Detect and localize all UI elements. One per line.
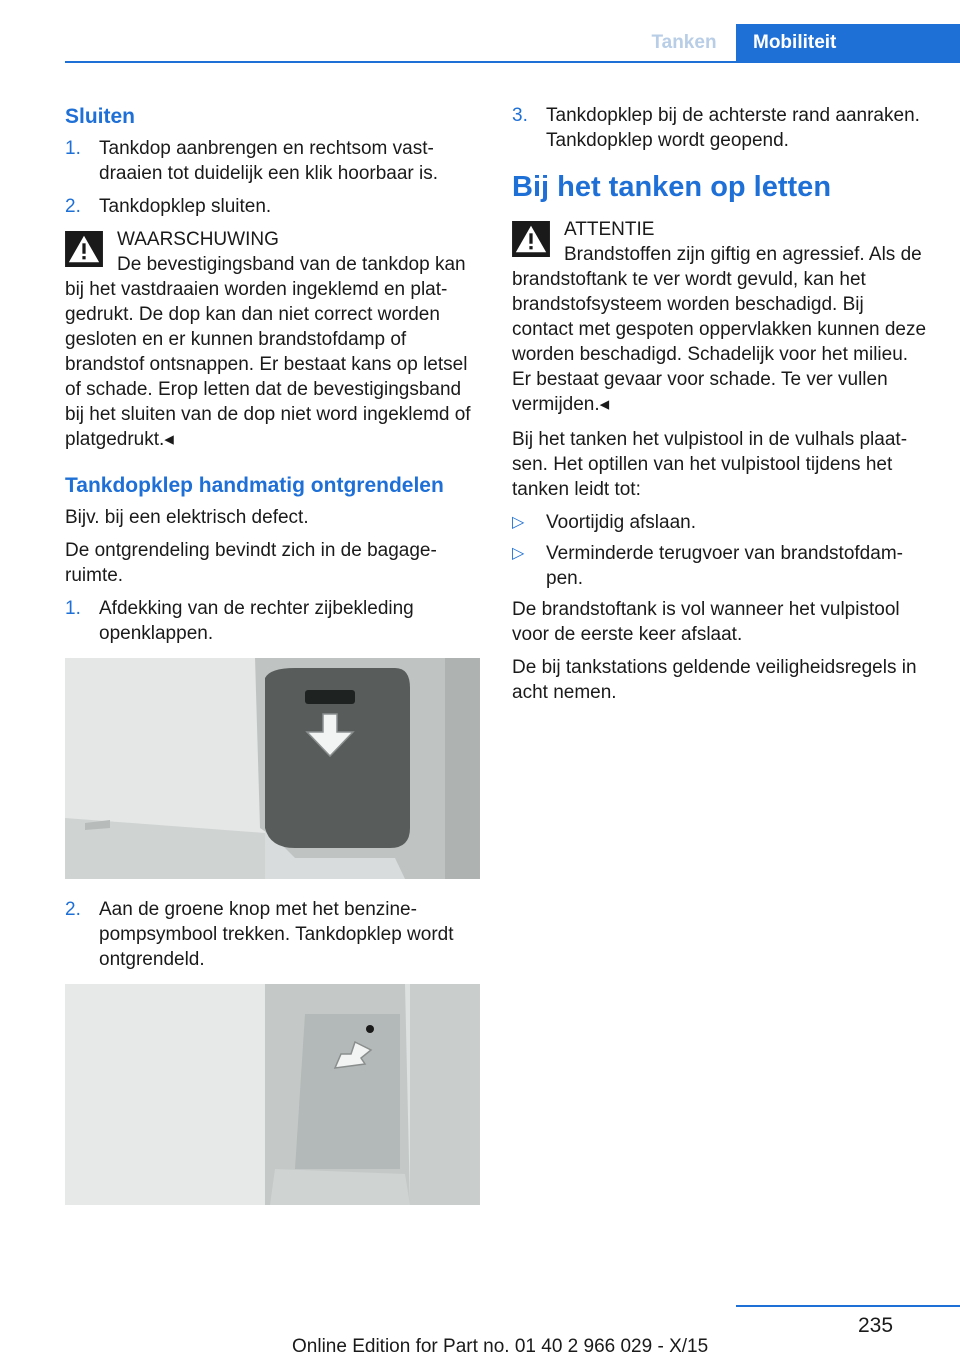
warning-triangle-icon [65,231,103,267]
edition-note: Online Edition for Part no. 01 40 2 966 029 - X/15 [292,1336,709,1357]
list-number: 1. [65,138,81,159]
paragraph: Bijv. bij een elektrisch defect. [65,507,309,528]
sluiten-heading: Sluiten [65,105,136,128]
tanken-heading: Bij het tanken op letten [512,171,832,203]
list-item [65,194,480,219]
list-item [512,103,927,153]
right-column [512,103,927,713]
attention-block [512,217,927,417]
warning-text: De bevestigingsband van de tankdop kan bij het vastdraaien worden ingeklemd en platgedrukt. De dop kan dan niet correct worden gesloten en er kunnen brandstofdamp of brandstof ontsnappen. Er bestaat kans op letsel of schade. Erop letten dat de bevestigingsband bij het sluiten van de dop niet word ingeklemd of platgedrukt.◂ [65,254,471,450]
list-item [512,541,927,591]
green-release-button-photo [65,984,480,1205]
bullet-triangle-icon: ▷ [512,545,525,562]
left-column [65,103,480,1223]
list-text: Tankdopklep bij de achterste rand aanraken. Tankdopklep wordt geopend. [546,105,920,151]
bullet-triangle-icon: ▷ [512,514,525,531]
manual-release-heading: Tankdopklep handmatig ontgrendelen [65,474,444,497]
paragraph: De ontgrendeling bevindt zich in de bagageruimte. [65,540,437,586]
list-number: 2. [65,196,81,217]
list-text: Tankdopklep sluiten. [99,196,272,217]
list-text: Aan de groene knop met het benzinepompsymbool trekken. Tankdopklep wordt ontgrendeld. [99,899,454,970]
list-item [512,510,927,535]
list-text: Afdekking van de rechter zijbekleding openklappen. [99,598,414,644]
paragraph: De bij tankstations geldende veiligheidsregels in acht nemen. [512,657,917,703]
attention-triangle-icon [512,221,550,257]
list-item [65,596,480,646]
paragraph: De brandstoftank is vol wanneer het vulpistool voor de eerste keer afslaat. [512,599,900,645]
list-item [65,136,480,186]
list-number: 3. [512,105,528,126]
list-item [65,897,480,972]
warning-title: WAARSCHUWING [117,229,279,250]
list-text: Voortijdig afslaan. [546,512,696,533]
attention-title: ATTENTIE [564,219,655,240]
paragraph: Bij het tanken het vulpistool in de vulhals plaatsen. Het optillen van het vulpistool tijdens het tanken leidt tot: [512,429,908,500]
list-text: Verminderde terugvoer van brandstofdampen. [546,543,903,589]
list-text: Tankdop aanbrengen en rechtsom vastdraaien tot duidelijk een klik hoorbaar is. [99,138,439,184]
list-number: 2. [65,899,81,920]
page-number: 235 [858,1314,894,1337]
attention-text: Brandstoffen zijn giftig en agressief. Als de brandstoftank te ver wordt gevuld, kan het brandstofsysteem worden beschadigd. Bij contact met gespoten oppervlakken kunnen deze worden beschadigd. Schadelijk voor het milieu. Er bestaat gevaar voor schade. Te ver vullen vermijden.◂ [512,244,927,415]
list-number: 1. [65,598,81,619]
tab-tanken[interactable]: Tanken [651,32,717,53]
warning-block [65,227,480,452]
header-rule [65,61,960,63]
tab-mobiliteit[interactable]: Mobiliteit [736,24,960,61]
trunk-side-panel-photo [65,658,480,879]
footer-rule [736,1305,960,1307]
